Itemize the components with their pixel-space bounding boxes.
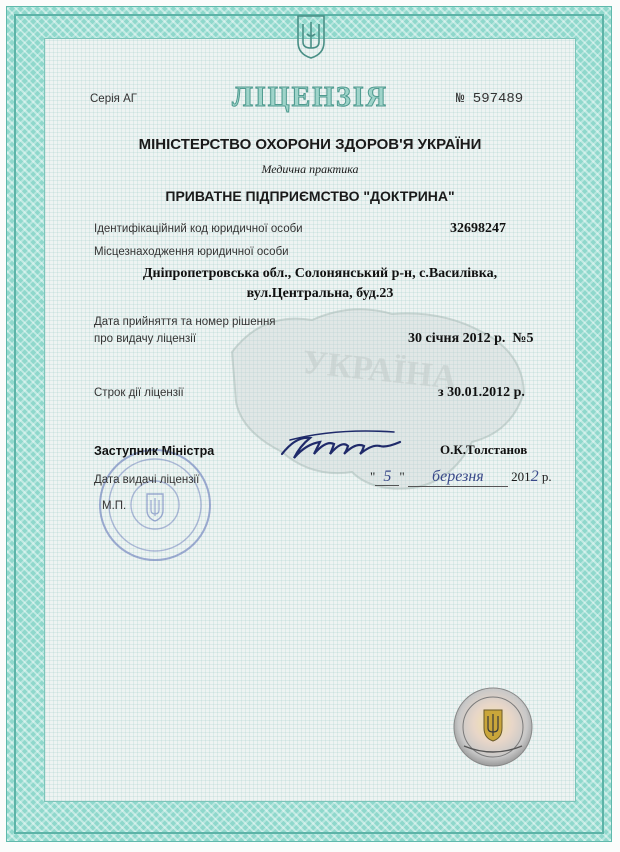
quote-open: " xyxy=(370,469,376,484)
validity-label: Строк дії ліцензії xyxy=(94,387,184,399)
signatory-name: О.К.Толстанов xyxy=(440,442,528,457)
seal-place-label: М.П. xyxy=(102,500,127,512)
signatory-title: Заступник Міністра xyxy=(94,444,215,458)
document-title: ЛІЦЕНЗІЯ xyxy=(232,82,388,113)
issue-date-label: Дата видачі ліцензії xyxy=(94,474,200,486)
validity-value: з 30.01.2012 р. xyxy=(438,385,525,400)
quote-close: " xyxy=(399,469,405,484)
issuing-ministry: МІНІСТЕРСТВО ОХОРОНИ ЗДОРОВ'Я УКРАЇНИ xyxy=(138,136,482,153)
issue-year-suffix: р. xyxy=(541,469,552,484)
decision-label-line-2: про видачу ліцензії xyxy=(94,333,197,345)
address-line-2: вул.Центральна, буд.23 xyxy=(246,286,394,301)
id-code-value: 32698247 xyxy=(450,221,506,236)
decision-label-line-1: Дата прийняття та номер рішення xyxy=(94,316,276,328)
trident-emblem-icon xyxy=(294,12,328,60)
activity-type: Медична практика xyxy=(261,162,359,176)
address-line-1: Дніпропетровська обл., Солонянський р-н, с.Василівка, xyxy=(142,266,498,281)
license-number: № 597489 xyxy=(456,91,524,107)
hologram-sticker-icon xyxy=(452,686,534,768)
svg-text:УКРАЇНА: УКРАЇНА xyxy=(300,343,459,397)
issue-date xyxy=(370,468,552,487)
issue-month: березня xyxy=(408,468,508,487)
address xyxy=(120,264,520,304)
series-label: Серія АГ xyxy=(90,93,137,105)
decision-value: 30 січня 2012 р. №5 xyxy=(408,331,534,346)
location-label: Місцезнаходження юридичної особи xyxy=(94,246,289,258)
issue-year-prefix: 201 xyxy=(511,469,531,484)
issue-day: 5 xyxy=(375,468,399,486)
handwritten-signature xyxy=(276,424,406,464)
license-holder-name: ПРИВАТНЕ ПІДПРИЄМСТВО "ДОКТРИНА" xyxy=(165,188,455,204)
issue-year-hand: 2 xyxy=(530,468,539,485)
id-code-label: Ідентифікаційний код юридичної особи xyxy=(94,223,303,235)
